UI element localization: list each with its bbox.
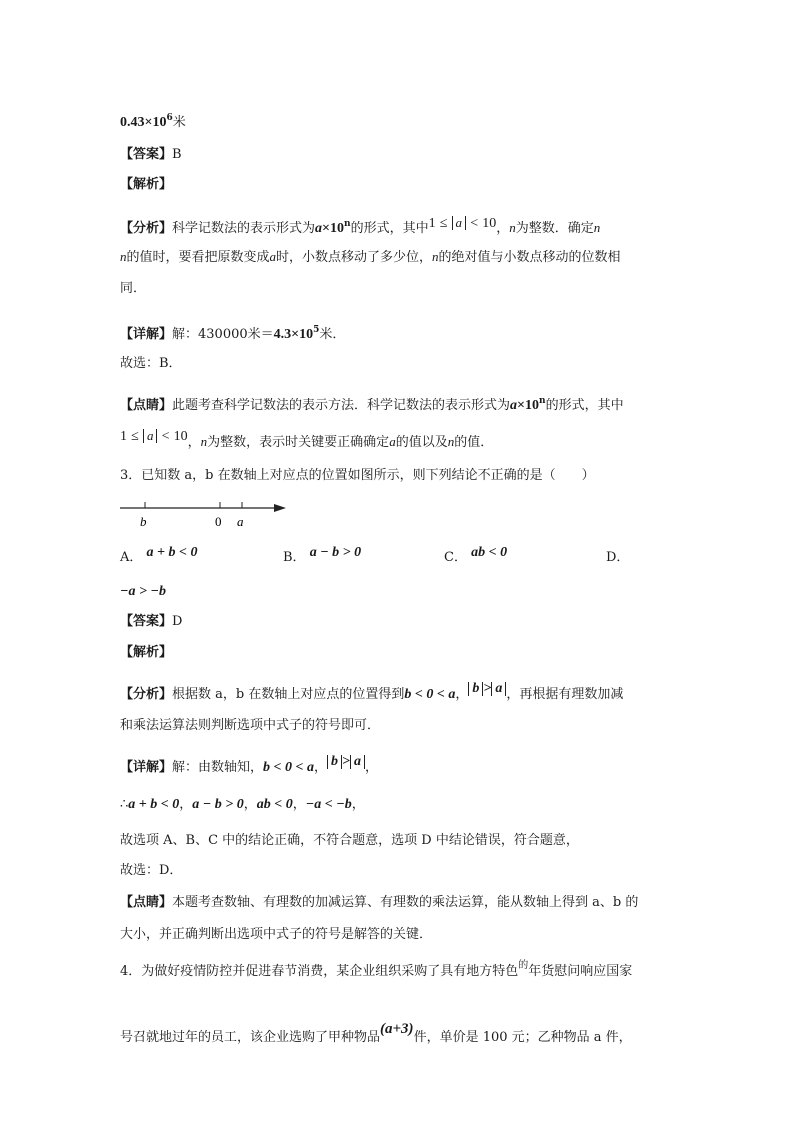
- result-3: ab < 0: [256, 797, 293, 812]
- comma: ，: [243, 797, 257, 812]
- dianjing-text: 的形式，其中: [545, 398, 624, 413]
- gt-sign: >: [342, 754, 350, 769]
- abs-comparison: [327, 754, 365, 769]
- math-times: ×: [291, 327, 300, 342]
- question-stem: 3．已知数 a，b 在数轴上对应点的位置如图所示，则下列结论不正确的是（ ）: [120, 468, 595, 483]
- q2-analysis-tag: [120, 175, 172, 195]
- dianjing-text: 大小，并正确判断出选项中式子的符号是解答的关键．: [120, 927, 433, 942]
- math-a: a: [269, 249, 277, 264]
- q4-line2: [120, 1021, 632, 1048]
- q3-detail-line3: [120, 831, 579, 851]
- le-sign: ≤: [131, 429, 139, 444]
- detail-text: 米．: [319, 327, 346, 342]
- math-a: a: [510, 398, 518, 413]
- q3-detail-line2: [120, 795, 365, 815]
- math-inequality: b < 0 < a: [263, 760, 314, 775]
- math-inequality: b < 0 < a: [404, 687, 456, 702]
- therefore-sign: ∴: [120, 797, 129, 812]
- math-times: ×: [322, 221, 331, 236]
- math-n: n: [200, 434, 208, 449]
- option-expression: −a > −b: [120, 584, 166, 599]
- detail-text: 故选项 A、B、C 中的结论正确，不符合题意，选项 D 中结论错误，符合题意，: [120, 833, 579, 848]
- math-base: 10: [299, 327, 314, 342]
- option-c[interactable]: [444, 545, 508, 568]
- q3-choose-line: [120, 861, 182, 881]
- one: 1: [428, 216, 436, 231]
- fenxi-tag: 【分析】: [120, 687, 173, 702]
- mantissa: 0.43: [120, 115, 145, 130]
- result-1: a + b < 0: [128, 797, 180, 812]
- label-a: a: [237, 514, 244, 529]
- fenxi-text: 的形式，其中: [350, 221, 429, 236]
- math-base: 10: [330, 221, 345, 236]
- gt-sign: >: [483, 681, 492, 696]
- question-text: 号召就地过年的员工，该企业选购了甲种物品: [120, 1030, 381, 1045]
- result-2: a − b > 0: [192, 797, 244, 812]
- q2-dianjing-line2: [120, 428, 494, 453]
- option-expression: ab < 0: [471, 545, 508, 560]
- option-letter: B．: [283, 550, 306, 565]
- q3-fenxi-line2: [120, 716, 380, 736]
- option-letter: A．: [120, 550, 143, 565]
- dianjing-text: 此题考查科学记数法的表示方法．科学记数法的表示形式为: [172, 398, 511, 413]
- detail-text: 解：430000米＝: [172, 327, 274, 342]
- fenxi-text: ，: [496, 221, 510, 236]
- q3-fenxi-line1: [120, 681, 624, 705]
- comma: ，: [351, 797, 365, 812]
- times-sign: ×: [144, 115, 153, 130]
- math-times: ×: [517, 398, 526, 413]
- dianjing-tag: 【点睛】: [120, 895, 173, 910]
- one: 1: [120, 429, 127, 444]
- abs-a: a: [452, 216, 467, 230]
- q3-stem: [120, 466, 595, 486]
- q3-analysis-tag: [120, 643, 172, 663]
- answer-tag: 【答案】: [120, 614, 173, 629]
- dianjing-text: 本题考查数轴、有理数的加减运算、有理数的乘法运算，能从数轴上得到 a、b 的: [172, 895, 639, 910]
- fenxi-text: 根据数 a，b 在数轴上对应点的位置得到: [172, 687, 405, 702]
- q2-choose-line: [120, 354, 182, 374]
- q2-dianjing-line1: [120, 391, 624, 416]
- option-a[interactable]: [120, 545, 198, 568]
- answer-value: D: [172, 614, 183, 629]
- fenxi-text: 科学记数法的表示形式为: [172, 221, 316, 236]
- math-exp: n: [539, 396, 546, 406]
- detail-text: ，: [365, 760, 379, 775]
- math-n: n: [447, 434, 455, 449]
- fenxi-text: 和乘法运算法则判断选项中式子的符号即可．: [120, 718, 381, 733]
- q3-dianjing-line1: [120, 893, 638, 913]
- fenxi-text: 的绝对值与小数点移动的位数相: [438, 250, 621, 265]
- q2-fenxi-line2: [120, 247, 621, 268]
- dianjing-tag: 【点睛】: [120, 398, 173, 413]
- math-exp: 5: [313, 325, 320, 335]
- lt-sign: <: [470, 216, 479, 231]
- label-b: b: [140, 514, 147, 529]
- comma: ，: [292, 797, 306, 812]
- math-n: n: [509, 220, 516, 235]
- choose-text: 故选：D．: [120, 863, 183, 878]
- analysis-tag: 【解析】: [120, 645, 173, 660]
- comma: ，: [179, 797, 193, 812]
- q3-answer-line: [120, 612, 182, 632]
- ten: 10: [482, 216, 497, 231]
- fenxi-text: 的值时，要看把原数变成: [126, 250, 270, 265]
- analysis-tag: 【解析】: [120, 177, 173, 192]
- fenxi-tag: 【分析】: [120, 221, 173, 236]
- choose-text: 故选：B．: [120, 356, 182, 371]
- detail-text: 解：由数轴知，: [172, 760, 264, 775]
- abs-a: a: [350, 755, 365, 769]
- abs-b: b: [327, 755, 342, 769]
- detail-tag: 【详解】: [120, 760, 173, 775]
- math-a: a: [389, 434, 396, 449]
- q3-detail-line1: [120, 754, 379, 778]
- label-zero: 0: [215, 514, 222, 529]
- option-expression: a + b < 0: [146, 545, 198, 560]
- abs-comparison: [468, 681, 506, 696]
- q2-fenxi-line1: [120, 214, 600, 239]
- q2-answer-line: [120, 145, 182, 165]
- arrow-head-icon: [274, 504, 286, 512]
- le-sign: ≤: [439, 216, 448, 231]
- number-line-figure: [118, 496, 293, 532]
- fenxi-text: 为整数．确定: [515, 221, 594, 236]
- question-text: 4．为做好疫情防控并促进春节消费，某企业组织采购了具有地方特色: [120, 964, 519, 979]
- q2-fenxi-line3: [120, 279, 146, 299]
- fenxi-text: ，再根据有理数加减: [506, 687, 624, 702]
- q3-dianjing-line2: [120, 925, 432, 945]
- abs-a: a: [491, 682, 506, 696]
- math-expression: (a+3): [380, 1021, 414, 1037]
- math-exp: n: [344, 219, 351, 229]
- fenxi-text: 时，小数点移动了多少位，: [276, 250, 433, 265]
- q2-detail-line: [120, 320, 345, 345]
- math-a: a: [315, 221, 323, 236]
- comma: ，: [314, 760, 328, 775]
- fenxi-text: 同．: [120, 281, 147, 296]
- dianjing-text: ，: [187, 435, 201, 450]
- math-n: n: [120, 249, 127, 264]
- range-condition: [429, 216, 497, 231]
- math-mantissa: 4.3: [273, 327, 292, 342]
- range-condition: [120, 429, 188, 444]
- answer-value: B: [172, 147, 182, 162]
- q4-line1: [120, 962, 632, 983]
- unit: 米: [172, 115, 186, 130]
- option-d-expression-line: [120, 582, 166, 602]
- math-base: 10: [525, 398, 540, 413]
- abs-a: a: [143, 429, 158, 443]
- dianjing-text: 为整数，表示时关键要正确确定: [207, 435, 390, 450]
- base: 10: [152, 115, 167, 130]
- option-d[interactable]: [606, 548, 629, 568]
- option-b[interactable]: [283, 545, 362, 568]
- math-n: n: [432, 249, 439, 264]
- option-expression: a − b > 0: [309, 545, 362, 560]
- question-text: 的: [518, 960, 529, 971]
- lt-sign: <: [161, 429, 170, 444]
- ten: 10: [173, 429, 188, 444]
- question-text: 件，单价是 100 元；乙种物品 a 件，: [413, 1030, 632, 1045]
- abs-b: b: [468, 682, 483, 696]
- comma: ，: [455, 687, 469, 702]
- math-n: n: [593, 220, 601, 235]
- dianjing-text: 的值．: [454, 435, 494, 450]
- answer-tag: 【答案】: [120, 147, 173, 162]
- result-4: −a < −b: [305, 797, 352, 812]
- scientific-value-line: [120, 108, 186, 133]
- dianjing-text: 的值以及: [395, 435, 448, 450]
- exponent: 6: [166, 113, 173, 123]
- option-letter: C．: [444, 550, 467, 565]
- question-text: 年货慰问响应国家: [528, 964, 633, 979]
- option-letter: D．: [606, 550, 630, 565]
- detail-tag: 【详解】: [120, 327, 173, 342]
